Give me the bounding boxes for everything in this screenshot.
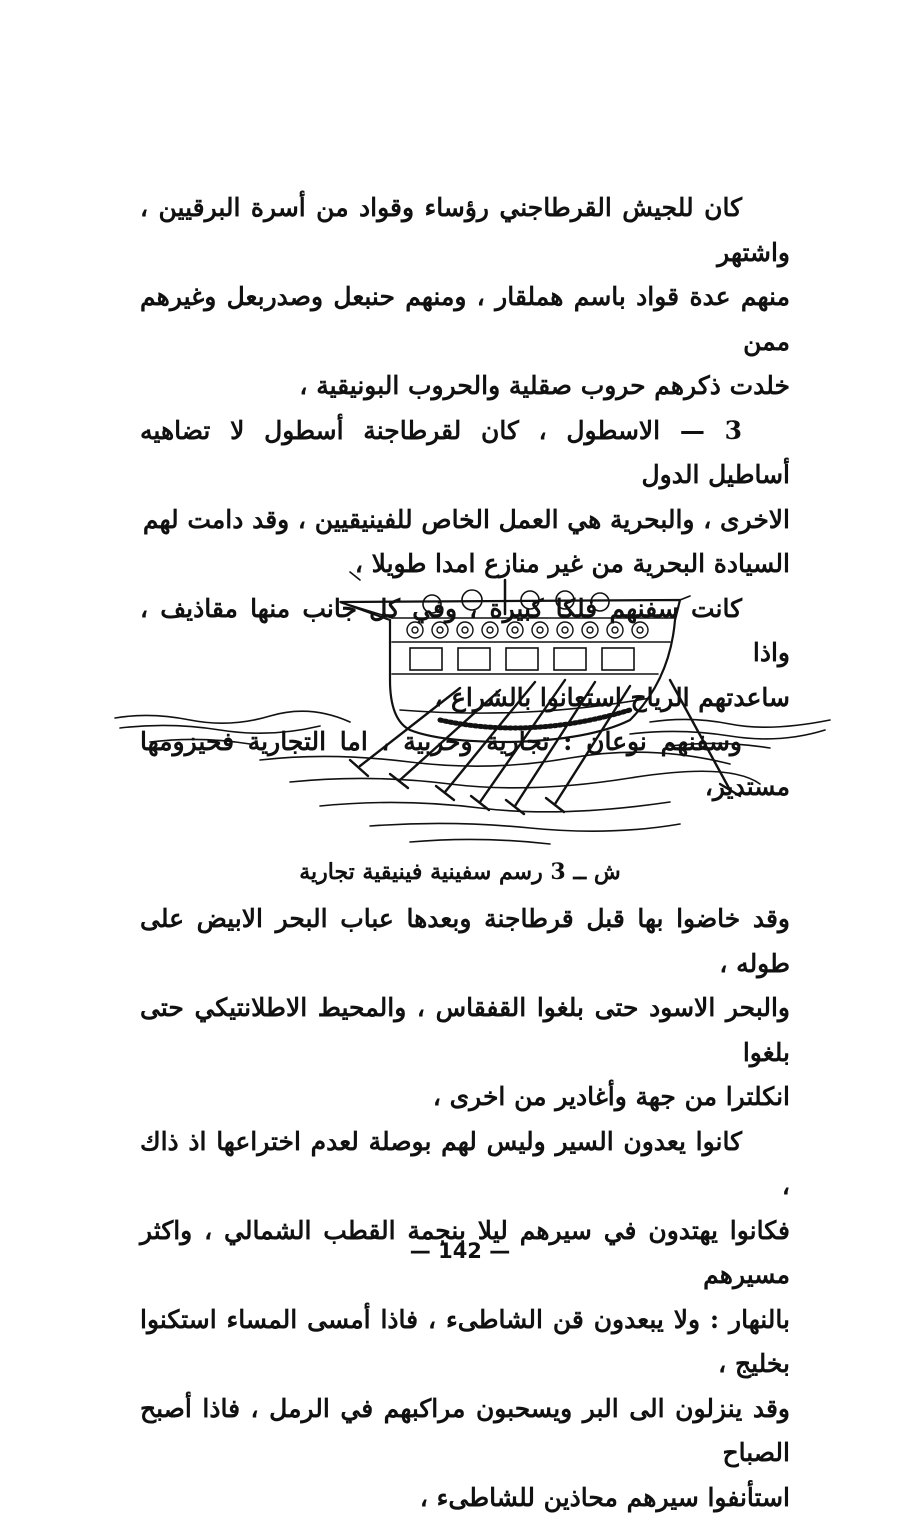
page-number: — 142 — xyxy=(0,1231,920,1271)
section-heading-line: 3 — الاسطول ، كان لقرطاجنة أسطول لا تضاهيه أساطيل الدول xyxy=(140,409,790,498)
paragraph-line: كان للجيش القرطاجني رؤساء وقواد من أسرة البرقيين ، واشتهر xyxy=(140,186,790,275)
paragraph-line: كانوا يعدون السير وليس لهم بوصلة لعدم اختراعها اذ ذاك ، xyxy=(140,1120,790,1209)
paragraph-line: انكلترا من جهة وأغادير من اخرى ، xyxy=(140,1075,790,1120)
paragraph-line: فكانوا يهتدون في سيرهم ليلا بنجمة القطب الشمالي ، واكثر مسيرهم xyxy=(140,1209,790,1298)
paragraph-line: كانت سفنهم فلكا كبيرة ، وفي كل جانب منها مقاذيف ، واذا xyxy=(140,587,790,676)
paragraph-line: منهم عدة قواد باسم هملقار ، ومنهم حنبعل وصدربعل وغيرهم ممن xyxy=(140,275,790,364)
text-block-bottom xyxy=(140,897,790,1520)
paragraph-line: بالنهار : ولا يبعدون قن الشاطىء ، فاذا أمسى المساء استكنوا بخليج ، xyxy=(140,1298,790,1387)
paragraph-line: السيادة البحرية من غير منازع امدا طويلا ، xyxy=(140,542,790,587)
paragraph-line: ساعدتهم الرياح استعانوا بالشراع ، xyxy=(140,676,790,721)
paragraph-line: خلدت ذكرهم حروب صقلية والحروب البونيقية ، xyxy=(140,364,790,409)
paragraph-line: استأنفوا سيرهم محاذين للشاطىء ، xyxy=(140,1476,790,1520)
paragraph-line: الاخرى ، والبحرية هي العمل الخاص للفينيقيين ، وقد دامت لهم xyxy=(140,498,790,543)
paragraph-line: والبحر الاسود حتى بلغوا القفقاس ، والمحيط الاطلانتيكي حتى بلغوا xyxy=(140,986,790,1075)
paragraph-line: وقد خاضوا بها قبل قرطاجنة وبعدها عباب البحر الابيض على طوله ، xyxy=(140,897,790,986)
figure-caption: ش ــ 3 رسم سفينية فينيقية تجارية xyxy=(0,852,920,892)
phoenician-ship-icon xyxy=(110,570,840,860)
paragraph-line: وقد ينزلون الى البر ويسحبون مراكبهم في الرمل ، فاذا أصبح الصباح xyxy=(140,1387,790,1476)
ship-illustration xyxy=(110,570,840,860)
paragraph-line: وسفنهم نوعان : تجارية وحربية ، اما التجارية فحيزومها مستدير، xyxy=(140,720,790,809)
